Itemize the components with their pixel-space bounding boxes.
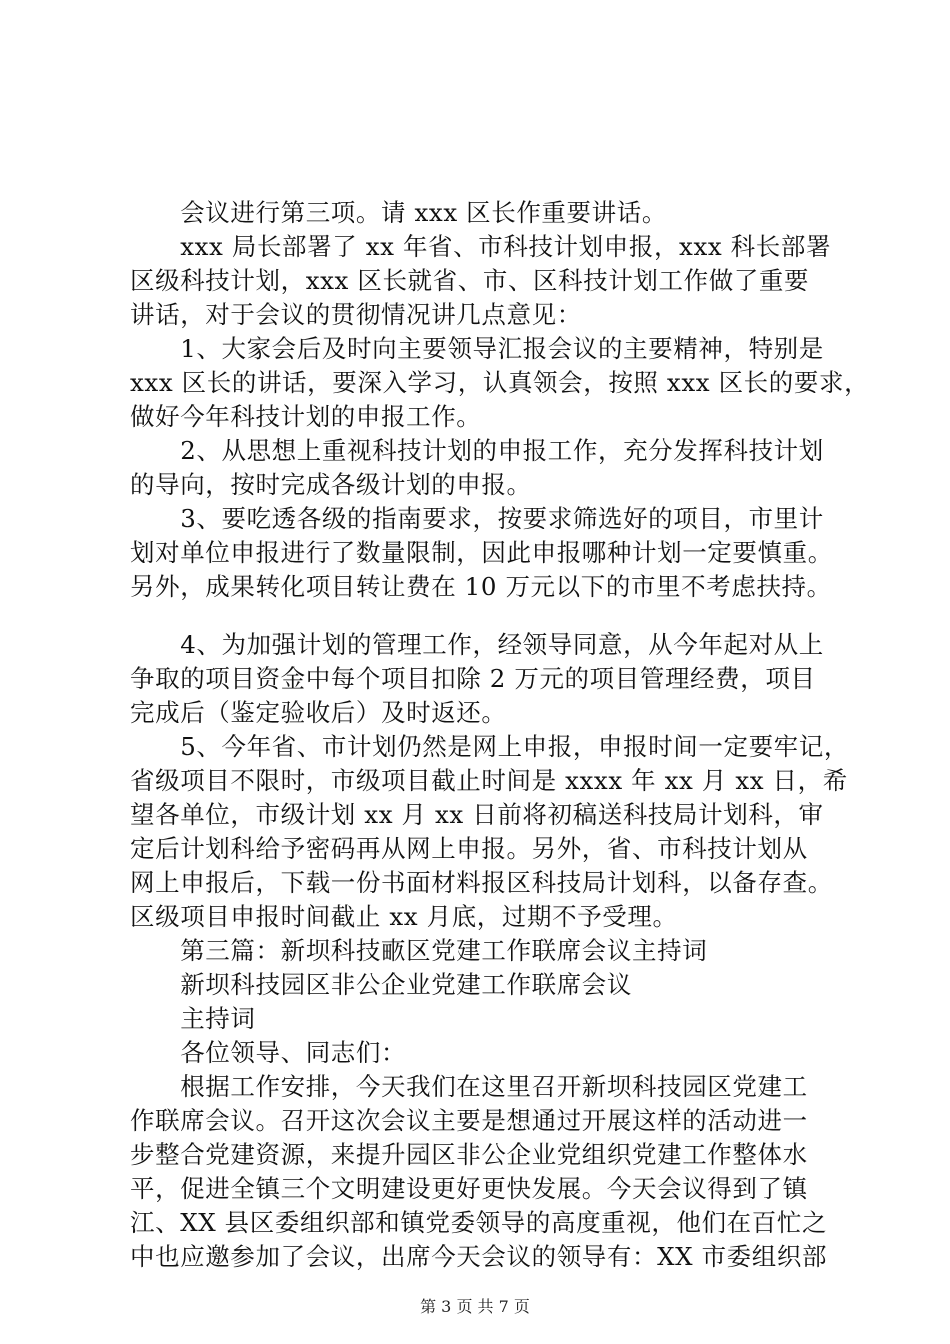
text-line: 1、大家会后及时向主要领导汇报会议的主要精神，特别是 (130, 334, 824, 363)
text-line: 讲话，对于会议的贯彻情况讲几点意见： (130, 300, 582, 329)
text-line: 会议进行第三项。请 xxx 区长作重要讲话。 (130, 198, 667, 227)
text-line: 作联席会议。召开这次会议主要是想通过开展这样的活动进一 (130, 1106, 808, 1135)
text-line: 新坝科技园区非公企业党建工作联席会议 (130, 970, 632, 999)
text-line: 区级科技计划，xxx 区长就省、市、区科技计划工作做了重要 (130, 266, 810, 295)
text-line: 步整合党建资源，来提升园区非公企业党组织党建工作整体水 (130, 1140, 808, 1169)
text-line: 望各单位，市级计划 xx 月 xx 日前将初稿送科技局计划科，审 (130, 800, 824, 829)
text-line: 定后计划科给予密码再从网上申报。另外，省、市科技计划从 (130, 834, 808, 863)
text-line: 做好今年科技计划的申报工作。 (130, 402, 482, 431)
text-line: 根据工作安排，今天我们在这里召开新坝科技园区党建工 (130, 1072, 808, 1101)
text-line: 争取的项目资金中每个项目扣除 2 万元的项目管理经费，项目 (130, 664, 816, 693)
text-line: xxx 区长的讲话，要深入学习，认真领会，按照 xxx 区长的要求， (130, 368, 870, 397)
page-number: 第 3 页 共 7 页 (420, 1297, 530, 1316)
text-line: 4、为加强计划的管理工作，经领导同意，从今年起对从上 (130, 630, 824, 659)
text-line: 省级项目不限时，市级项目截止时间是 xxxx 年 xx 月 xx 日，希 (130, 766, 848, 795)
text-line: 江、XX 县区委组织部和镇党委领导的高度重视，他们在百忙之 (130, 1208, 828, 1237)
text-line: 另外，成果转化项目转让费在 10 万元以下的市里不考虑扶持。 (130, 572, 832, 601)
section-heading: 第三篇：新坝科技畞区党建工作联席会议主持词 (130, 936, 708, 965)
text-line: 网上申报后，下载一份书面材料报区科技局计划科，以备存查。 (130, 868, 833, 897)
text-line: 划对单位申报进行了数量限制，因此申报哪种计划一定要慎重。 (130, 538, 833, 567)
text-line: 区级项目申报时间截止 xx 月底，过期不予受理。 (130, 902, 678, 931)
text-line: 中也应邀参加了会议，出席今天会议的领导有：XX 市委组织部 (130, 1242, 828, 1271)
text-line: 各位领导、同志们： (130, 1038, 407, 1067)
text-line: xxx 局长部署了 xx 年省、市科技计划申报，xxx 科长部署 (130, 232, 832, 261)
text-line: 的导向，按时完成各级计划的申报。 (130, 470, 532, 499)
text-line: 3、要吃透各级的指南要求，按要求筛选好的项目，市里计 (130, 504, 824, 533)
text-line: 2、从思想上重视科技计划的申报工作，充分发挥科技计划 (130, 436, 824, 465)
text-line: 完成后（鉴定验收后）及时返还。 (130, 698, 507, 727)
text-line: 5、今年省、市计划仍然是网上申报，申报时间一定要牢记， (130, 732, 849, 761)
text-line: 主持词 (130, 1004, 256, 1033)
text-line: 平，促进全镇三个文明建设更好更快发展。今天会议得到了镇 (130, 1174, 808, 1203)
